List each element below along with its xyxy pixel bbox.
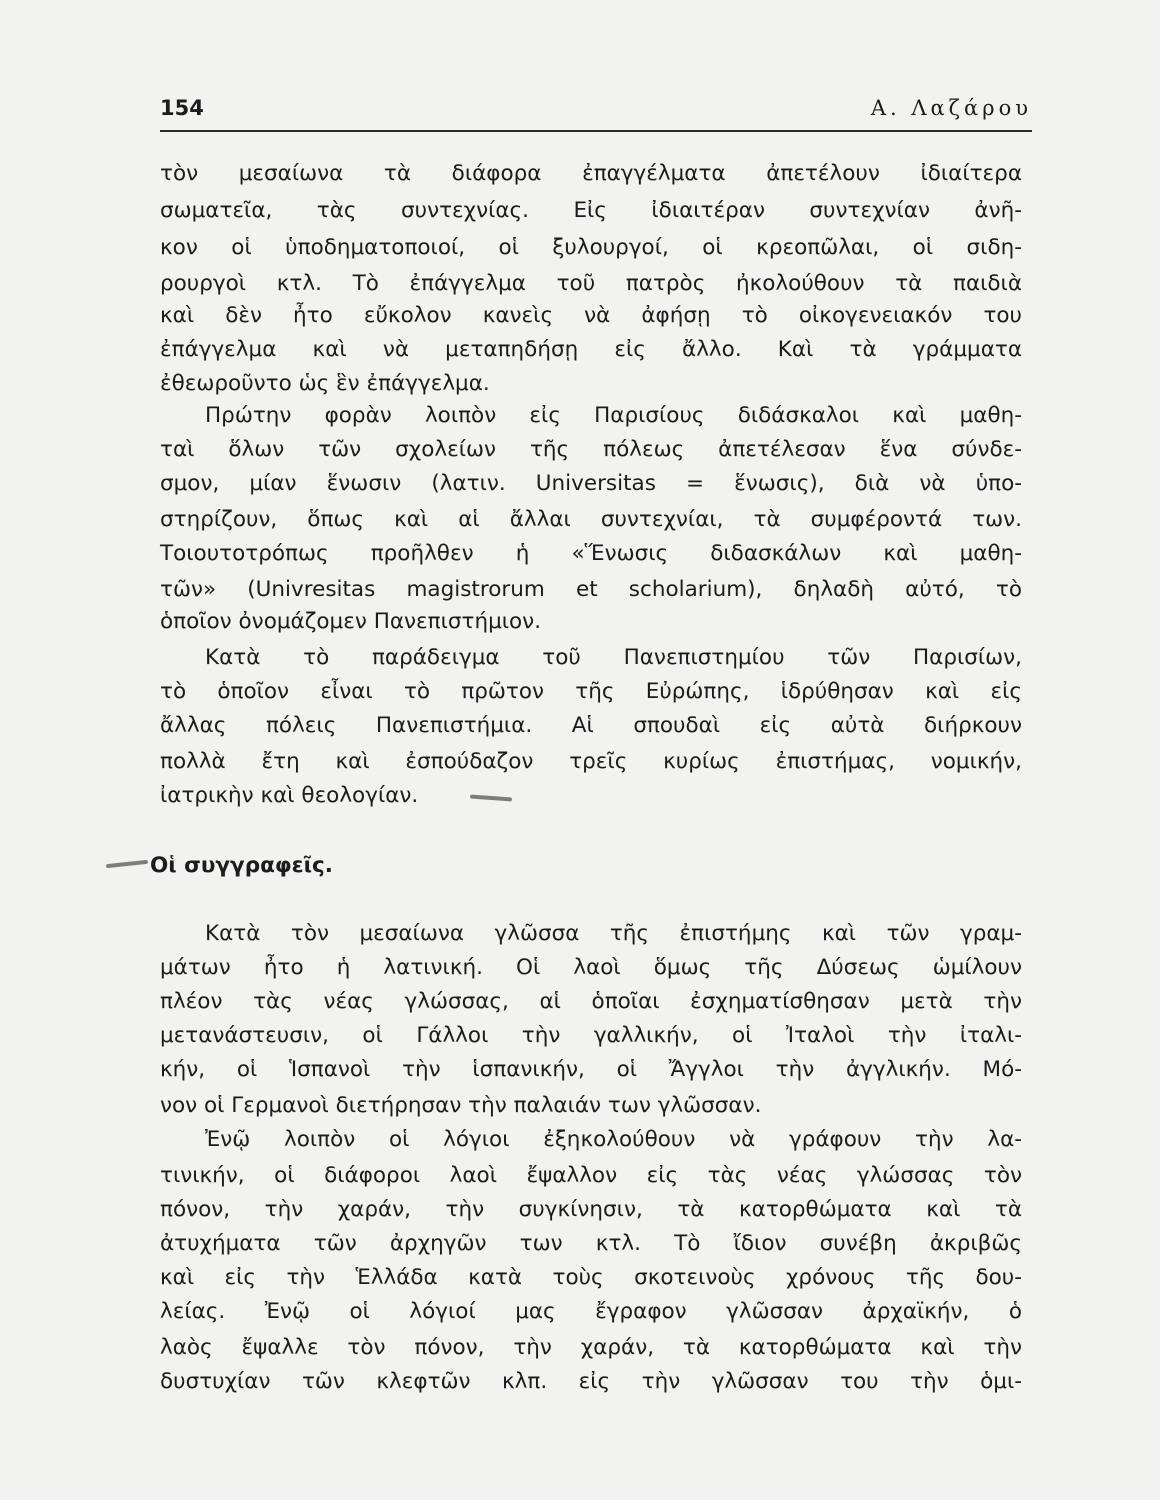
text-line: δυστυχίαν τῶν κλεφτῶν κλπ. εἰς τὴν γλῶσσαν του τὴν ὁμι- — [160, 1369, 1022, 1394]
text-line: λείας. Ἐνῷ οἱ λόγιοί μας ἔγραφον γλῶσσαν ἀρχαϊκήν, ὁ — [160, 1299, 1022, 1324]
text-line: σμον, μίαν ἕνωσιν (λατιν. Universitas = ἕνωσις), διὰ νὰ ὑπο- — [160, 471, 1022, 496]
text-line: ἄλλας πόλεις Πανεπιστήμια. Αἱ σπουδαὶ εἰς αὐτὰ διήρκουν — [160, 713, 1022, 738]
text-line: Κατὰ τὸ παράδειγμα τοῦ Πανεπιστημίου τῶν Παρισίων, — [205, 645, 1022, 670]
text-line: ἰατρικὴν καὶ θεολογίαν. — [160, 783, 419, 808]
text-line: Πρώτην φορὰν λοιπὸν εἰς Παρισίους διδάσκαλοι καὶ μαθη- — [205, 403, 1022, 428]
section-heading: Οἱ συγγραφεῖς. — [150, 853, 333, 878]
text-line: μάτων ἦτο ἡ λατινική. Οἱ λαοὶ ὅμως τῆς Δύσεως ὡμίλουν — [160, 955, 1022, 980]
text-line: καὶ εἰς τὴν Ἑλλάδα κατὰ τοὺς σκοτεινοὺς χρόνους τῆς δου- — [160, 1265, 1022, 1290]
page-header — [160, 96, 1032, 132]
text-line: ἀτυχήματα τῶν ἀρχηγῶν των κτλ. Τὸ ἴδιον συνέβη ἀκριβῶς — [160, 1231, 1022, 1256]
text-line: λαὸς ἔψαλλε τὸν πόνον, τὴν χαράν, τὰ κατορθώματα καὶ τὴν — [160, 1335, 1022, 1360]
running-head: Α. Λαζάρου — [870, 96, 1032, 120]
text-line: ἐπάγγελμα καὶ νὰ μεταπηδήσῃ εἰς ἄλλο. Καὶ τὰ γράμματα — [160, 337, 1022, 362]
pencil-mark — [106, 860, 148, 868]
text-line: πολλὰ ἔτη καὶ ἐσπούδαζον τρεῖς κυρίως ἐπιστήμας, νομικήν, — [160, 749, 1022, 774]
text-line: κήν, οἱ Ἱσπανοὶ τὴν ἱσπανικήν, οἱ Ἄγγλοι τὴν ἀγγλικήν. Μό- — [160, 1057, 1022, 1082]
text-line: ἐθεωροῦντο ὡς ἓν ἐπάγγελμα. — [160, 371, 490, 396]
text-line: ὁποῖον ὀνομάζομεν Πανεπιστήμιον. — [160, 609, 542, 634]
page-number: 154 — [160, 96, 204, 120]
text-line: σωματεῖα, τὰς συντεχνίας. Εἰς ἰδιαιτέραν συντεχνίαν ἀνῆ- — [160, 198, 1022, 223]
text-line: Ἐνῷ λοιπὸν οἱ λόγιοι ἐξηκολούθουν νὰ γράφουν τὴν λα- — [205, 1127, 1022, 1152]
text-line: ρουργοὶ κτλ. Τὸ ἐπάγγελμα τοῦ πατρὸς ἠκολούθουν τὰ παιδιὰ — [160, 271, 1022, 296]
text-line: τὸν μεσαίωνα τὰ διάφορα ἐπαγγέλματα ἀπετέλουν ἰδιαίτερα — [160, 161, 1022, 186]
text-line: πλέον τὰς νέας γλώσσας, αἱ ὁποῖαι ἐσχηματίσθησαν μετὰ τὴν — [160, 989, 1022, 1014]
text-line: Κατὰ τὸν μεσαίωνα γλῶσσα τῆς ἐπιστήμης καὶ τῶν γραμ- — [205, 921, 1022, 946]
text-line: τινικήν, οἱ διάφοροι λαοὶ ἔψαλλον εἰς τὰς νέας γλώσσας τὸν — [160, 1163, 1022, 1188]
text-line: τῶν» (Univresitas magistrorum et scholarium), δηλαδὴ αὐτό, τὸ — [160, 577, 1022, 602]
text-line: Τοιουτοτρόπως προῆλθεν ἡ «Ἕνωσις διδασκάλων καὶ μαθη- — [160, 541, 1022, 566]
text-line: μετανάστευσιν, οἱ Γάλλοι τὴν γαλλικήν, οἱ Ἰταλοὶ τὴν ἰταλι- — [160, 1023, 1022, 1048]
text-line: στηρίζουν, ὅπως καὶ αἱ ἄλλαι συντεχνίαι, τὰ συμφέροντά των. — [160, 507, 1022, 532]
text-line: νον οἱ Γερμανοὶ διετήρησαν τὴν παλαιάν των γλῶσσαν. — [160, 1093, 762, 1118]
text-line: καὶ δὲν ἦτο εὔκολον κανεὶς νὰ ἀφήσῃ τὸ οἰκογενειακόν του — [160, 303, 1022, 328]
text-line: τὸ ὁποῖον εἶναι τὸ πρῶτον τῆς Εὐρώπης, ἱδρύθησαν καὶ εἰς — [160, 679, 1022, 704]
text-line: πόνον, τὴν χαράν, τὴν συγκίνησιν, τὰ κατορθώματα καὶ τὰ — [160, 1197, 1022, 1222]
text-line: κον οἱ ὑποδηματοποιοί, οἱ ξυλουργοί, οἱ κρεοπῶλαι, οἱ σιδη- — [160, 235, 1022, 260]
text-line: ταὶ ὅλων τῶν σχολείων τῆς πόλεως ἀπετέλεσαν ἕνα σύνδε- — [160, 437, 1022, 462]
